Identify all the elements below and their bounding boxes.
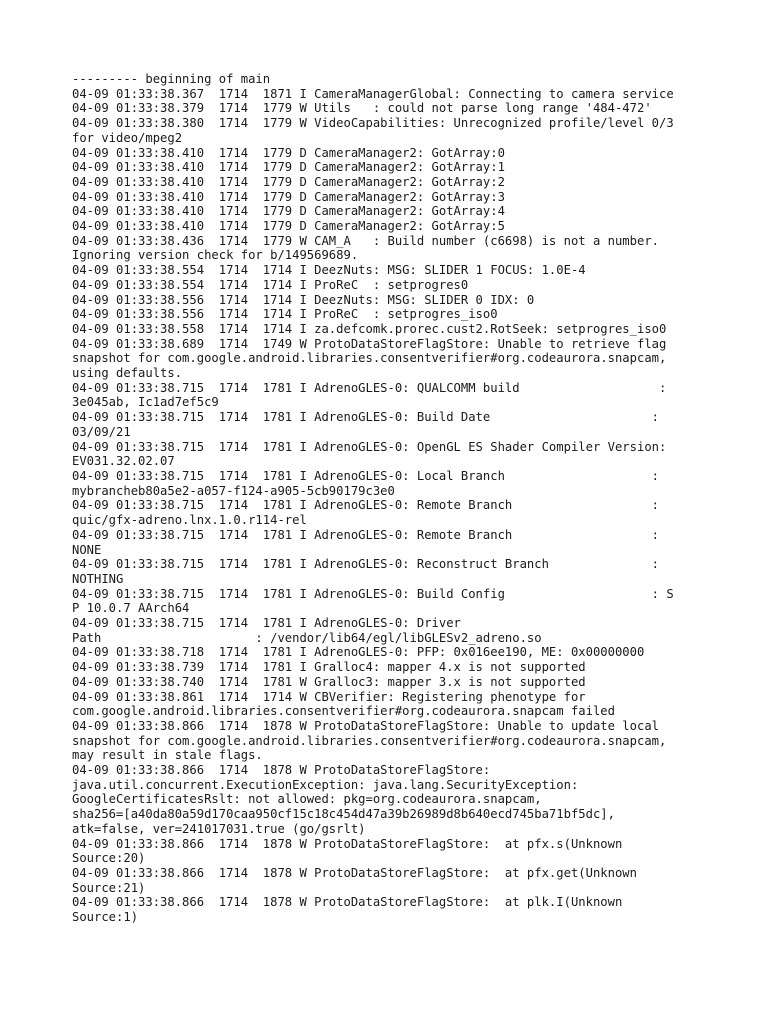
log-line: EV031.32.02.07	[72, 454, 175, 469]
log-line: 04-09 01:33:38.689 1714 1749 W ProtoDataStoreFlagStore: Unable to retrieve flag	[72, 336, 667, 351]
log-line: Source:20)	[72, 851, 146, 866]
log-line: 04-09 01:33:38.379 1714 1779 W Utils : could not parse long range '484-472'	[72, 101, 652, 116]
log-line: 04-09 01:33:38.739 1714 1781 I Gralloc4: mapper 4.x is not supported	[72, 660, 586, 675]
log-line: for video/mpeg2	[72, 130, 183, 145]
log-line: Ignoring version check for b/149569689.	[72, 248, 359, 263]
log-line: GoogleCertificatesRslt: not allowed: pkg=org.codeaurora.snapcam,	[72, 792, 542, 807]
log-document	[72, 72, 712, 925]
log-line: 03/09/21	[72, 424, 131, 439]
log-line: 04-09 01:33:38.554 1714 1714 I ProReC : setprogres0	[72, 277, 469, 292]
log-line: 04-09 01:33:38.367 1714 1871 I CameraManagerGlobal: Connecting to camera service	[72, 86, 674, 101]
log-line: 04-09 01:33:38.410 1714 1779 D CameraManager2: GotArray:4	[72, 204, 505, 219]
log-line: 04-09 01:33:38.715 1714 1781 I AdrenoGLES-0: Driver	[72, 616, 461, 631]
log-line: 04-09 01:33:38.740 1714 1781 W Gralloc3: mapper 3.x is not supported	[72, 674, 586, 689]
log-line: sha256=[a40da80a59d170caa950cf15c18c454d47a39b26989d8b640ecd745ba71bf5dc],	[72, 807, 615, 822]
log-line: snapshot for com.google.android.libraries.consentverifier#org.codeaurora.snapcam,	[72, 351, 667, 366]
log-line: 04-09 01:33:38.410 1714 1779 D CameraManager2: GotArray:5	[72, 219, 505, 234]
log-line: 04-09 01:33:38.866 1714 1878 W ProtoDataStoreFlagStore: at pfx.s(Unknown	[72, 836, 623, 851]
log-line: Source:21)	[72, 880, 146, 895]
log-line: NONE	[72, 542, 102, 557]
log-line: 04-09 01:33:38.715 1714 1781 I AdrenoGLES-0: Local Branch :	[72, 468, 659, 483]
log-line: mybrancheb80a5e2-a057-f124-a905-5cb90179c3e0	[72, 483, 395, 498]
log-line: snapshot for com.google.android.libraries.consentverifier#org.codeaurora.snapcam,	[72, 733, 667, 748]
log-line: --------- beginning of main	[72, 72, 271, 86]
log-line: 04-09 01:33:38.556 1714 1714 I ProReC : setprogres_iso0	[72, 307, 498, 322]
log-line: 04-09 01:33:38.715 1714 1781 I AdrenoGLES-0: Build Date :	[72, 410, 659, 425]
log-line: may result in stale flags.	[72, 748, 263, 763]
log-line: 04-09 01:33:38.380 1714 1779 W VideoCapabilities: Unrecognized profile/level 0/3	[72, 116, 674, 131]
log-line: com.google.android.libraries.consentverifier#org.codeaurora.snapcam failed	[72, 704, 615, 719]
log-line: 04-09 01:33:38.554 1714 1714 I DeezNuts: MSG: SLIDER 1 FOCUS: 1.0E-4	[72, 263, 586, 278]
log-line: Source:1)	[72, 910, 139, 925]
log-line: NOTHING	[72, 571, 124, 586]
log-line: quic/gfx-adreno.lnx.1.0.r114-rel	[72, 513, 307, 528]
log-line: 3e045ab, Ic1ad7ef5c9	[72, 395, 219, 410]
log-line: Path : /vendor/lib64/egl/libGLESv2_adreno.so	[72, 630, 542, 645]
log-line: 04-09 01:33:38.410 1714 1779 D CameraManager2: GotArray:1	[72, 160, 505, 175]
log-line: java.util.concurrent.ExecutionException: java.lang.SecurityException:	[72, 777, 579, 792]
log-line: 04-09 01:33:38.718 1714 1781 I AdrenoGLES-0: PFP: 0x016ee190, ME: 0x00000000	[72, 645, 645, 660]
log-line: 04-09 01:33:38.436 1714 1779 W CAM_A : Build number (c6698) is not a number.	[72, 233, 659, 248]
log-line: 04-09 01:33:38.715 1714 1781 I AdrenoGLES-0: OpenGL ES Shader Compiler Version:	[72, 439, 667, 454]
log-line: atk=false, ver=241017031.true (go/gsrlt)	[72, 821, 366, 836]
log-line: 04-09 01:33:38.866 1714 1878 W ProtoDataStoreFlagStore:	[72, 763, 491, 778]
log-line: 04-09 01:33:38.410 1714 1779 D CameraManager2: GotArray:3	[72, 189, 505, 204]
log-line: 04-09 01:33:38.410 1714 1779 D CameraManager2: GotArray:2	[72, 174, 505, 189]
log-line: 04-09 01:33:38.866 1714 1878 W ProtoDataStoreFlagStore: at plk.I(Unknown	[72, 895, 623, 910]
log-line: 04-09 01:33:38.866 1714 1878 W ProtoDataStoreFlagStore: at pfx.get(Unknown	[72, 865, 637, 880]
log-line: 04-09 01:33:38.556 1714 1714 I DeezNuts: MSG: SLIDER 0 IDX: 0	[72, 292, 535, 307]
log-line: 04-09 01:33:38.410 1714 1779 D CameraManager2: GotArray:0	[72, 145, 505, 160]
log-line: using defaults.	[72, 366, 183, 381]
log-line: P 10.0.7 AArch64	[72, 601, 190, 616]
log-line: 04-09 01:33:38.715 1714 1781 I AdrenoGLES-0: Reconstruct Branch :	[72, 557, 659, 572]
log-line: 04-09 01:33:38.866 1714 1878 W ProtoDataStoreFlagStore: Unable to update local	[72, 718, 659, 733]
log-line: 04-09 01:33:38.715 1714 1781 I AdrenoGLES-0: Remote Branch :	[72, 498, 659, 513]
log-line: 04-09 01:33:38.558 1714 1714 I za.defcomk.prorec.cust2.RotSeek: setprogres_iso0	[72, 321, 667, 336]
log-line: 04-09 01:33:38.715 1714 1781 I AdrenoGLES-0: Remote Branch :	[72, 527, 659, 542]
log-line: 04-09 01:33:38.715 1714 1781 I AdrenoGLES-0: QUALCOMM build :	[72, 380, 667, 395]
log-line: 04-09 01:33:38.861 1714 1714 W CBVerifier: Registering phenotype for	[72, 689, 586, 704]
log-line: 04-09 01:33:38.715 1714 1781 I AdrenoGLES-0: Build Config : S	[72, 586, 674, 601]
